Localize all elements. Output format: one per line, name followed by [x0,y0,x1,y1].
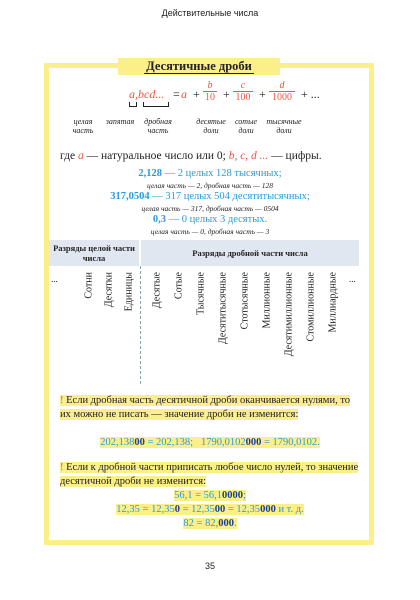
formula-plus: + [259,87,266,101]
place-thousandths: Тысячные [195,272,207,315]
place-billionths: Миллиардные [327,272,339,333]
place-tens: Десятки [103,272,115,308]
definition-text: где a — натуральное число или 0; b, c, d ... — цифры. [60,150,322,162]
ellipsis-right: ... [349,274,356,284]
place-hundred-thousandths: Стотысячные [239,272,251,330]
example-parts: целая часть — 2, дробная часть — 128 [147,181,273,190]
table-header-fraction: Разряды дробной части числа [141,240,359,266]
place-ten-millionths: Десятимиллионные [283,272,295,357]
running-title: Действительные числа [161,8,259,18]
label-integer-part: целая часть [72,117,94,135]
example-reading: 0,3 — 0 целых 3 десятых. [152,214,268,225]
rule-appending-zeros-example: 82 = 82,000. [183,518,237,529]
formula-fraction: c 100 [233,80,253,103]
ellipsis-left: ... [51,274,58,284]
example-reading: 2,128 — 2 целых 128 тысячных; [138,168,282,179]
section-title: Десятичные дроби [118,58,280,75]
place-millionths: Миллионные [261,272,273,329]
place-ten-thousandths: Десятитысячные [217,272,229,345]
label-tenths: десятые доли [196,117,226,135]
formula-rhs-a: a [181,87,187,101]
table-divider [140,266,141,384]
formula-equals: = [173,87,180,101]
rule-trailing-zeros-examples: 202,13800 = 202,138; 1790,0102000 = 1790,0102. [100,437,320,448]
label-comma: запятая [105,117,135,126]
rule-appending-zeros-example: 56,1 = 56,10000; [174,490,246,501]
place-hundredths: Сотые [173,272,185,300]
place-hundred-millionths: Стомиллионные [305,272,317,342]
table-header-integer: Разряды целой части числа [49,240,139,266]
formula-lhs: a,bcd... [129,87,165,101]
example-reading: 317,0504 — 317 целых 504 десятитысячных; [110,191,310,202]
example-parts: целая часть — 317, дробная часть — 0504 [141,204,279,213]
brace-fraction [143,102,169,107]
place-value-table [49,240,369,384]
formula-plus: + [193,87,200,101]
page-number: 35 [204,561,215,571]
label-thousandths: тысячные доли [266,117,302,135]
rule-appending-zeros-example: 12,35 = 12,350 = 12,3500 = 12,35000 и т. д. [116,504,304,515]
rule-trailing-zeros: ! Если дробная часть десятичной дроби оканчивается нулями, то их можно не писать — значение дроби не изменится: [60,395,351,420]
formula-plus: + [223,87,230,101]
rule-appending-zeros: ! Если к дробной части приписать любое число нулей, то значение десятичной дроби не изменится: [60,462,359,487]
place-hundreds: Сотни [83,272,95,299]
label-fraction-part: дробная часть [144,117,172,135]
formula-tail: + ... [301,87,320,101]
decimal-expansion-formula [125,80,375,116]
place-units: Единицы [123,272,135,312]
brace-integer [129,102,137,107]
label-hundredths: сотые доли [234,117,258,135]
example-parts: целая часть — 0, дробная часть — 3 [150,227,270,236]
formula-fraction: b 10 [205,80,215,103]
place-tenths: Десятые [151,272,163,309]
formula-fraction: d 1000 [269,80,295,103]
